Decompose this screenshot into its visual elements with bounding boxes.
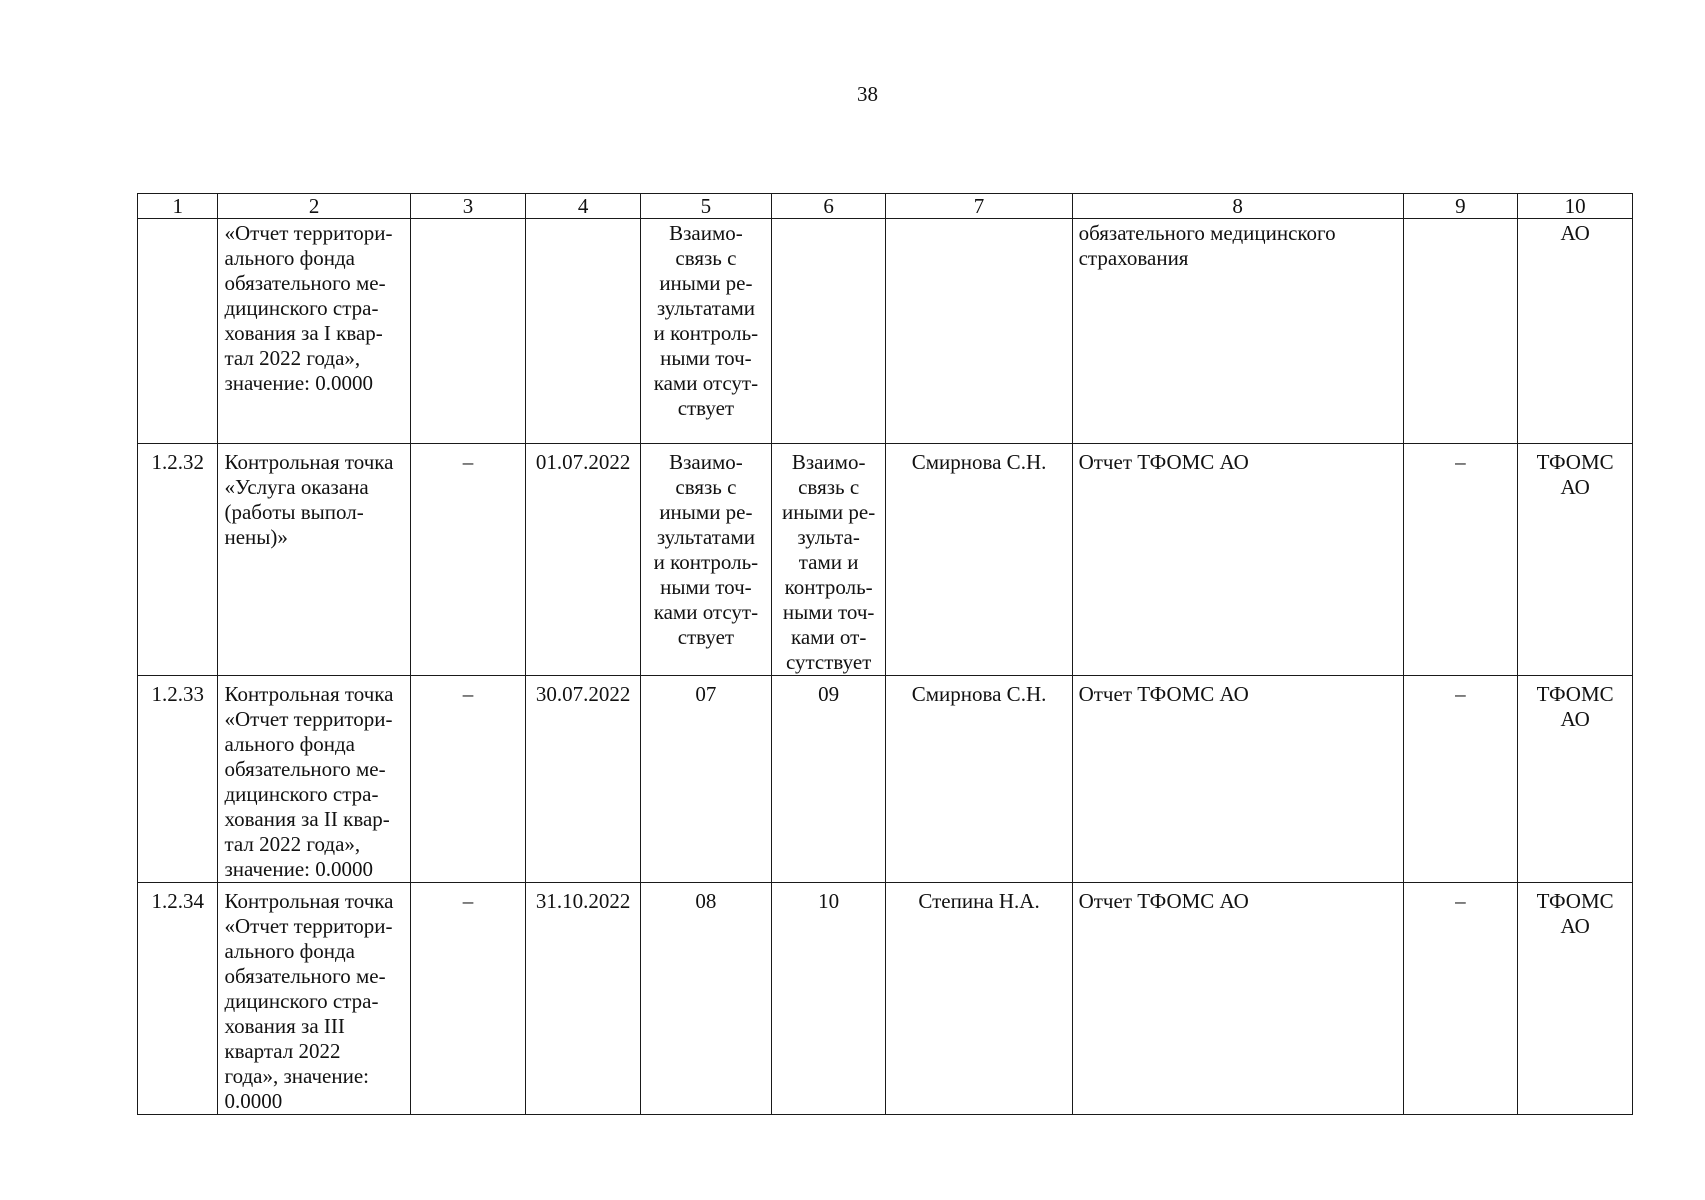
column-header: 5 — [641, 194, 772, 219]
page-number: 38 — [857, 82, 878, 106]
table-cell: 10 — [771, 883, 886, 1115]
item-number-cell: 1.2.33 — [138, 676, 218, 883]
table-cell: 08 — [641, 883, 772, 1115]
table-cell — [1403, 219, 1518, 444]
control-point-description: Контрольная точка «Отчет территори- ального фонда обязательного ме- дицинского стра- хования за III квартал 2022 года», значение: 0.0000 — [218, 883, 410, 1115]
table-cell — [410, 219, 526, 444]
table-cell: – — [1403, 883, 1518, 1115]
table-cell: – — [410, 883, 526, 1115]
column-header: 2 — [218, 194, 410, 219]
column-header: 3 — [410, 194, 526, 219]
table-cell: – — [1403, 444, 1518, 676]
table-cell: Взаимо- связь с иными ре- зультатами и контроль- ными точ- ками отсут- ствует — [641, 444, 772, 676]
responsible-person-cell — [886, 219, 1072, 444]
item-number-cell — [138, 219, 218, 444]
header-row — [138, 194, 1633, 219]
table-cell: Взаимо- связь с иными ре- зультатами и контроль- ными точ- ками отсут- ствует — [641, 219, 772, 444]
organization-cell: ТФОМС АО — [1518, 444, 1633, 676]
table-cell: – — [1403, 676, 1518, 883]
document-cell: Отчет ТФОМС АО — [1072, 676, 1403, 883]
date-cell: 30.07.2022 — [526, 676, 641, 883]
table-row — [138, 444, 1633, 676]
table-row — [138, 219, 1633, 444]
table-row — [138, 883, 1633, 1115]
organization-cell: АО — [1518, 219, 1633, 444]
column-header: 6 — [771, 194, 886, 219]
control-point-description: «Отчет территори- ального фонда обязательного ме- дицинского стра- хования за I квар- тал 2022 года», значение: 0.0000 — [218, 219, 410, 444]
date-cell: 01.07.2022 — [526, 444, 641, 676]
column-header: 10 — [1518, 194, 1633, 219]
column-header: 1 — [138, 194, 218, 219]
item-number-cell: 1.2.34 — [138, 883, 218, 1115]
table-cell: 07 — [641, 676, 772, 883]
date-cell: 31.10.2022 — [526, 883, 641, 1115]
control-point-description: Контрольная точка «Услуга оказана (работы выпол- нены)» — [218, 444, 410, 676]
column-header: 4 — [526, 194, 641, 219]
control-points-table — [137, 193, 1633, 1115]
date-cell — [526, 219, 641, 444]
control-point-description: Контрольная точка «Отчет территори- ального фонда обязательного ме- дицинского стра- хования за II квар- тал 2022 года», значение: 0.0000 — [218, 676, 410, 883]
table-cell: – — [410, 676, 526, 883]
table-row — [138, 676, 1633, 883]
item-number-cell: 1.2.32 — [138, 444, 218, 676]
responsible-person-cell: Смирнова С.Н. — [886, 444, 1072, 676]
table-cell: – — [410, 444, 526, 676]
organization-cell: ТФОМС АО — [1518, 883, 1633, 1115]
document-cell: Отчет ТФОМС АО — [1072, 883, 1403, 1115]
table-cell: Взаимо- связь с иными ре- зульта- тами и контроль- ными точ- ками от- сутствует — [771, 444, 886, 676]
organization-cell: ТФОМС АО — [1518, 676, 1633, 883]
table-cell: 09 — [771, 676, 886, 883]
document-cell: обязательного медицинского страхования — [1072, 219, 1403, 444]
responsible-person-cell: Степина Н.А. — [886, 883, 1072, 1115]
document-cell: Отчет ТФОМС АО — [1072, 444, 1403, 676]
column-header: 7 — [886, 194, 1072, 219]
column-header: 9 — [1403, 194, 1518, 219]
responsible-person-cell: Смирнова С.Н. — [886, 676, 1072, 883]
column-header: 8 — [1072, 194, 1403, 219]
table-cell — [771, 219, 886, 444]
